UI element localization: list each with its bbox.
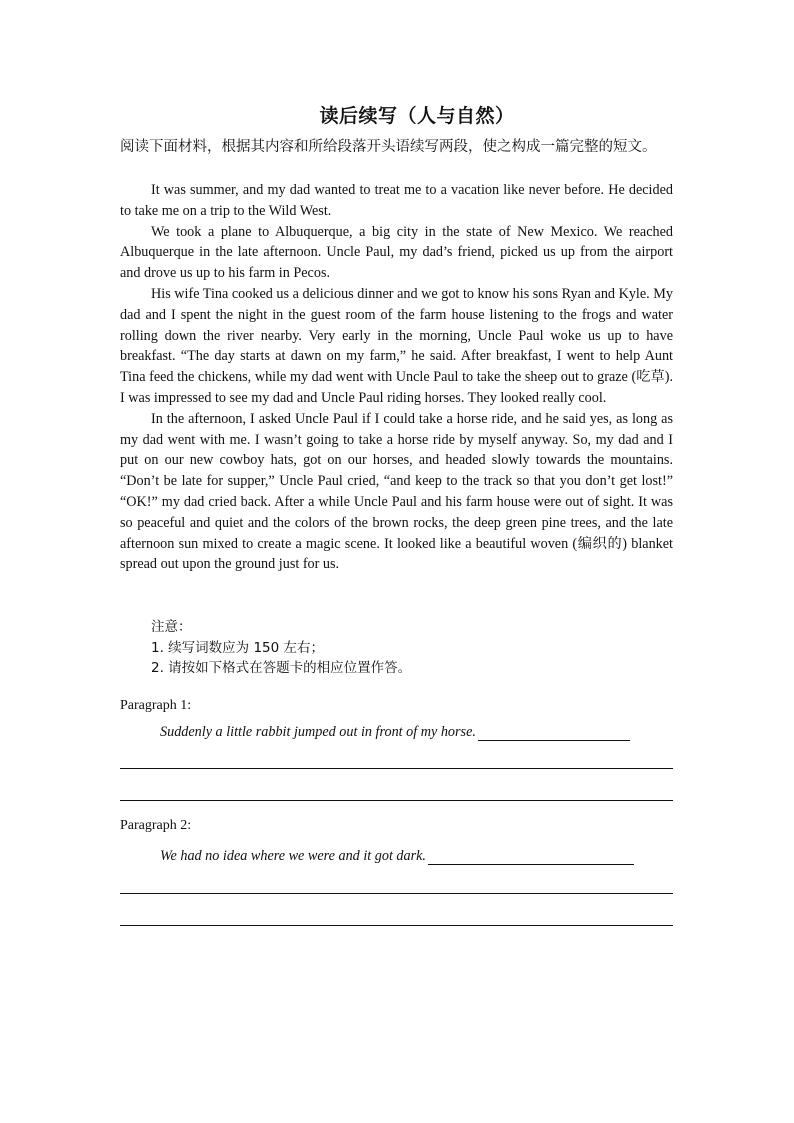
answer-line[interactable] bbox=[120, 768, 673, 769]
paragraph-2-lead-sentence: We had no idea where we were and it got dark. bbox=[160, 848, 426, 864]
note-item: 2. 请按如下格式在答题卡的相应位置作答。 bbox=[151, 660, 412, 676]
answer-blank[interactable] bbox=[478, 726, 630, 741]
paragraph-1-label: Paragraph 1: bbox=[120, 698, 192, 713]
paragraph-1-lead-row bbox=[160, 723, 630, 741]
story-paragraph: It was summer, and my dad wanted to treat me to a vacation like never before. He decided to take me on a trip to the Wild West. bbox=[120, 182, 673, 219]
notes-heading: 注意： bbox=[151, 619, 192, 635]
paragraph-2-label: Paragraph 2: bbox=[120, 818, 192, 833]
story-paragraph: His wife Tina cooked us a delicious dinner and we got to know his sons Ryan and Kyle. My dad and I spent the night in the guest room of the farm house listening to the frogs and water rolling down the river nearby. Very early in the morning, Uncle Paul woke us up to have breakfast. “The day starts at dawn on my farm,” he said. After breakfast, I went to help Aunt Tina feed the chickens, while my dad went with Uncle Paul to take the sheep out to graze (吃草). I was impressed to see my dad and Uncle Paul riding horses. They looked really cool. bbox=[120, 285, 673, 406]
answer-line[interactable] bbox=[120, 800, 673, 801]
paragraph-2-lead-row bbox=[160, 847, 634, 865]
story-paragraph: We took a plane to Albuquerque, a big city in the state of New Mexico. We reached Albuquerque in the late afternoon. Uncle Paul, my dad’s friend, picked us up from the airport and drove us up to his farm in Pecos. bbox=[120, 223, 673, 282]
story-text bbox=[120, 180, 673, 575]
page-title: 读后续写（人与自然） bbox=[319, 105, 515, 127]
paragraph-1-lead-sentence: Suddenly a little rabbit jumped out in front of my horse. bbox=[160, 724, 476, 740]
note-item: 1. 续写词数应为 150 左右； bbox=[151, 639, 325, 656]
task-instruction: 阅读下面材料，根据其内容和所给段落开头语续写两段，使之构成一篇完整的短文。 bbox=[120, 139, 657, 155]
story-paragraph: In the afternoon, I asked Uncle Paul if I could take a horse ride, and he said yes, as long as my dad went with me. I wasn’t going to take a horse ride by myself anyway. So, my dad and I put on our new cowboy hats, got on our horses, and headed slowly towards the mountains. “Don’t be late for supper,” Uncle Paul cried, “and keep to the track so that you don’t get lost!” “OK!” my dad cried back. After a while Uncle Paul and his farm house were out of sight. It was so peaceful and quiet and the colors of the brown rocks, the deep green pine trees, and the late afternoon sun mixed to create a magic scene. It looked like a beautiful woven (编织的) blanket spread out upon the ground just for us. bbox=[120, 410, 673, 573]
answer-blank[interactable] bbox=[428, 850, 634, 865]
answer-line[interactable] bbox=[120, 893, 673, 894]
answer-line[interactable] bbox=[120, 925, 673, 926]
notes-section bbox=[151, 617, 411, 679]
